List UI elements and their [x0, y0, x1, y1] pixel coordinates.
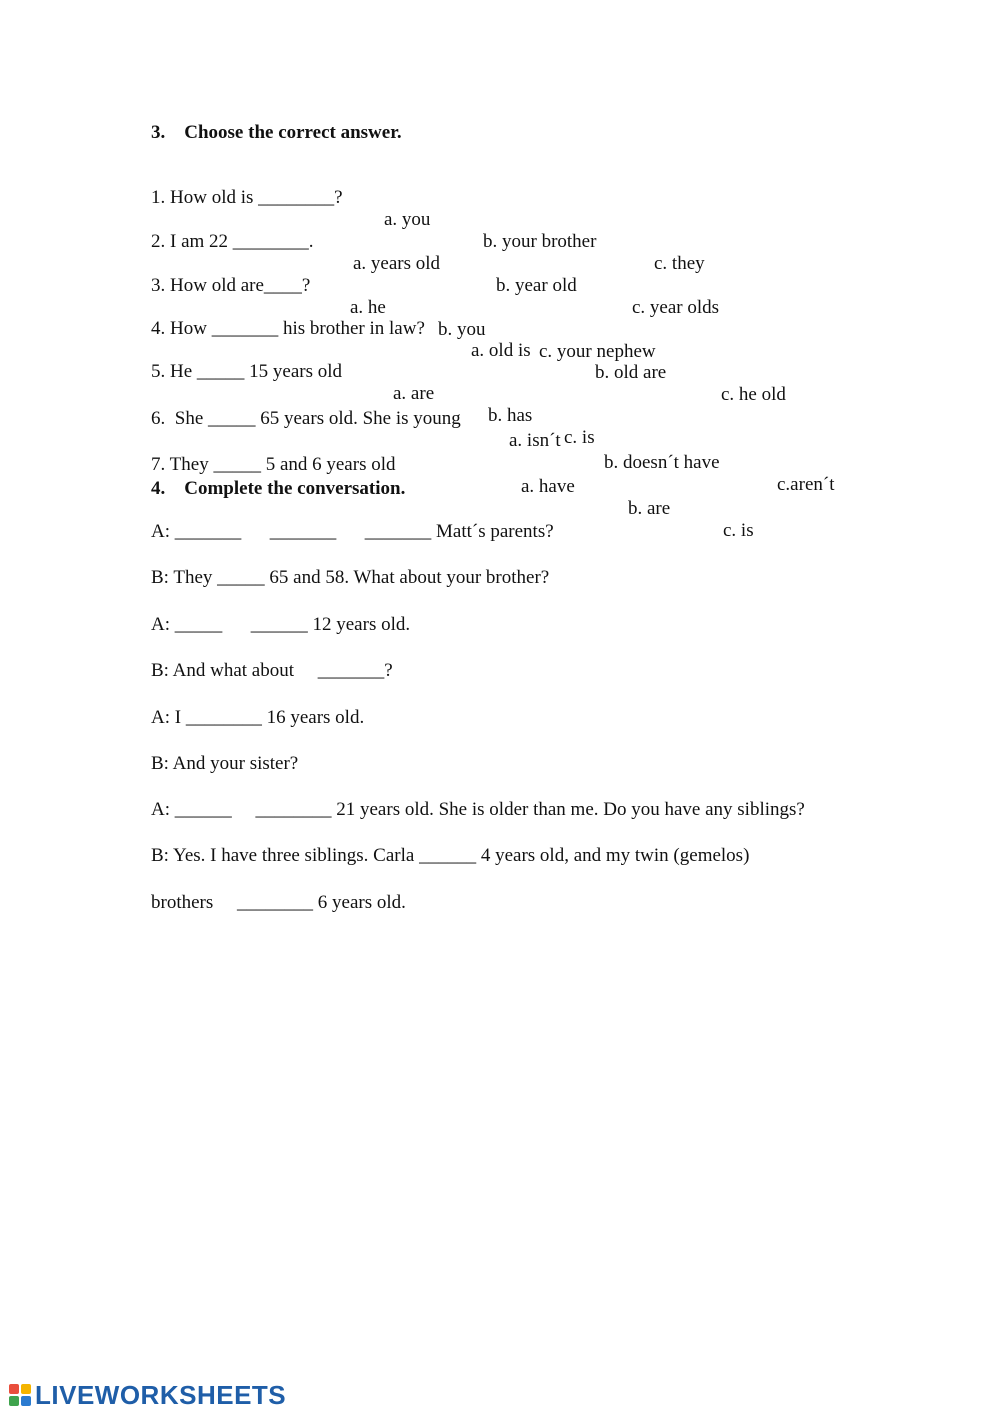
- option-b[interactable]: b. are: [628, 498, 671, 519]
- conversation-line: B: They _____ 65 and 58. What about your brother?: [151, 567, 550, 588]
- option-a[interactable]: a. are: [393, 383, 435, 404]
- option-b[interactable]: b. year old: [496, 275, 577, 296]
- option-c[interactable]: c. is: [723, 520, 754, 541]
- option-a[interactable]: a. you: [384, 209, 431, 230]
- section-3-heading: 3. Choose the correct answer.: [151, 122, 402, 143]
- option-a[interactable]: a. isn´t: [509, 430, 561, 451]
- option-b[interactable]: b. doesn´t have: [604, 452, 720, 473]
- conversation-line: B: Yes. I have three siblings. Carla ______ 4 years old, and my twin (gemelos): [151, 845, 750, 866]
- section-4-heading: 4. Complete the conversation.: [151, 478, 406, 499]
- option-b[interactable]: b. old are: [595, 362, 667, 383]
- option-b[interactable]: b. you: [438, 319, 486, 340]
- conversation-line: B: And your sister?: [151, 753, 299, 774]
- question-text: 5. He _____ 15 years old: [151, 361, 343, 382]
- logo-square: [9, 1396, 19, 1406]
- option-c[interactable]: c. your nephew: [539, 341, 656, 362]
- brand-name: LIVEWORKSHEETS: [35, 1379, 287, 1410]
- liveworksheets-footer: [8, 1380, 286, 1410]
- question-text: 7. They _____ 5 and 6 years old: [151, 454, 396, 475]
- option-a[interactable]: a. he: [350, 297, 386, 318]
- conversation-line: A: _____ ______ 12 years old.: [151, 614, 411, 635]
- logo-square: [9, 1384, 19, 1394]
- conversation-line: A: I ________ 16 years old.: [151, 707, 365, 728]
- logo-square: [21, 1396, 31, 1406]
- option-c[interactable]: c. year olds: [632, 297, 720, 318]
- option-b[interactable]: b. your brother: [483, 231, 597, 252]
- question-text: 1. How old is ________?: [151, 187, 343, 208]
- option-c[interactable]: c. is: [564, 427, 595, 448]
- option-b[interactable]: b. has: [488, 405, 533, 426]
- liveworksheets-logo-icon: [8, 1383, 32, 1407]
- question-text: 2. I am 22 ________.: [151, 231, 314, 252]
- question-text: 6. She _____ 65 years old. She is young: [151, 408, 461, 429]
- question-text: 3. How old are____?: [151, 275, 311, 296]
- option-c[interactable]: c. he old: [721, 384, 786, 405]
- option-c[interactable]: c. they: [654, 253, 705, 274]
- conversation-line: brothers ________ 6 years old.: [151, 892, 406, 913]
- conversation-line: A: _______ _______ _______ Matt´s parents?: [151, 521, 554, 542]
- conversation-line: B: And what about _______?: [151, 660, 393, 681]
- conversation-line: A: ______ ________ 21 years old. She is older than me. Do you have any siblings?: [151, 799, 805, 820]
- question-text: 4. How _______ his brother in law?: [151, 318, 425, 339]
- option-a[interactable]: a. years old: [353, 253, 441, 274]
- option-c[interactable]: c.aren´t: [777, 474, 835, 495]
- option-a[interactable]: a. have: [521, 476, 575, 497]
- logo-square: [21, 1384, 31, 1394]
- option-a[interactable]: a. old is: [471, 340, 531, 361]
